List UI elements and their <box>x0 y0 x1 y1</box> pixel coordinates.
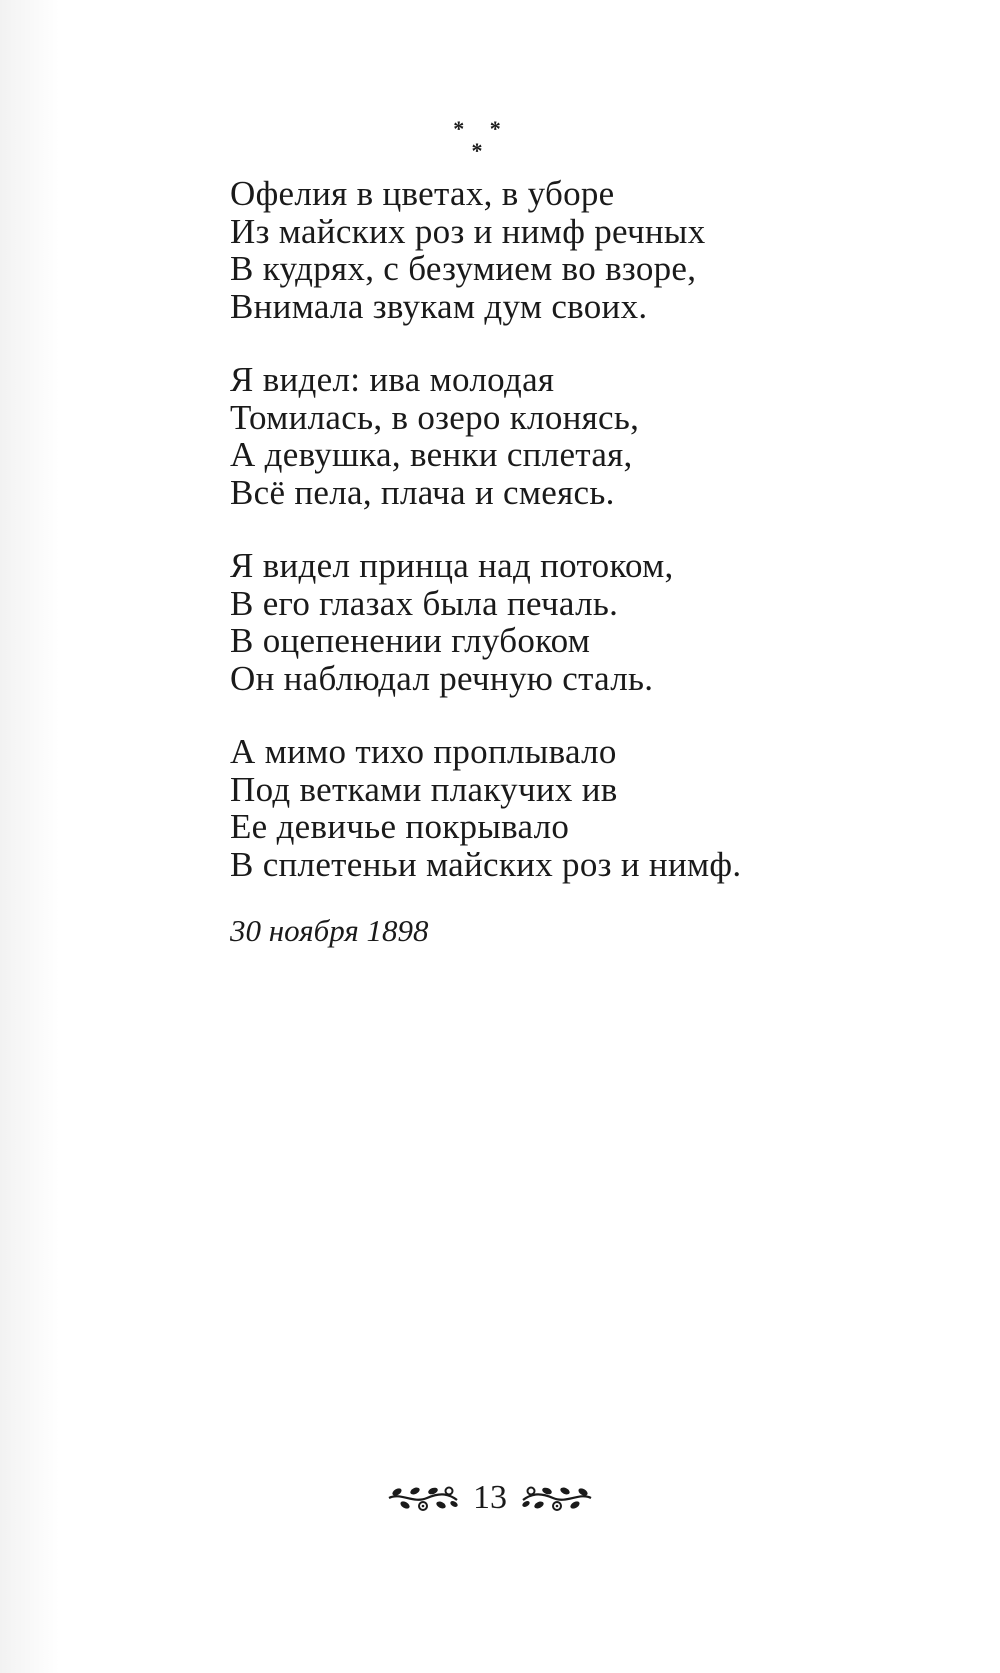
poem-line: Офелия в цветах, в уборе <box>230 174 615 213</box>
section-ornament: * * * <box>453 116 511 163</box>
stanza <box>230 175 910 325</box>
poem-line: В его глазах была печаль. <box>230 583 619 623</box>
poem-line: В сплетеньи майских роз и нимф. <box>230 844 742 884</box>
poem-line: Томилась, в озеро клонясь, <box>230 397 640 437</box>
floral-vine-icon <box>387 1478 459 1518</box>
poem-line: Под ветками плакучих ив <box>230 769 618 809</box>
floral-vine-icon <box>521 1478 593 1518</box>
poem-line: Ее девичье покрывало <box>230 807 570 846</box>
poem-line: А мимо тихо проплывало <box>230 732 617 771</box>
poem-date: 30 ноября 1898 <box>230 913 429 948</box>
poem-line: Он наблюдал речную сталь. <box>230 658 654 698</box>
poem-line: Я видел принца над потоком, <box>230 546 674 585</box>
poem-line: А девушка, венки сплетая, <box>230 435 633 474</box>
poem-line: Всё пела, плача и смеясь. <box>230 472 615 512</box>
spine-shadow <box>0 0 60 1673</box>
poem-line: Я видел: ива молодая <box>230 360 555 399</box>
stanza <box>230 547 910 697</box>
page-number: 13 <box>473 1479 507 1516</box>
stanza <box>230 361 910 511</box>
poem-line: Внимала звукам дум своих. <box>230 286 648 326</box>
poem-line: Из майских роз и нимф речных <box>230 211 706 251</box>
poem-line: В кудрях, с безумием во взоре, <box>230 249 697 288</box>
poem-line: В оцепенении глубоком <box>230 621 591 660</box>
poem <box>230 175 910 949</box>
stanza <box>230 733 910 883</box>
page-footer <box>360 1473 620 1523</box>
